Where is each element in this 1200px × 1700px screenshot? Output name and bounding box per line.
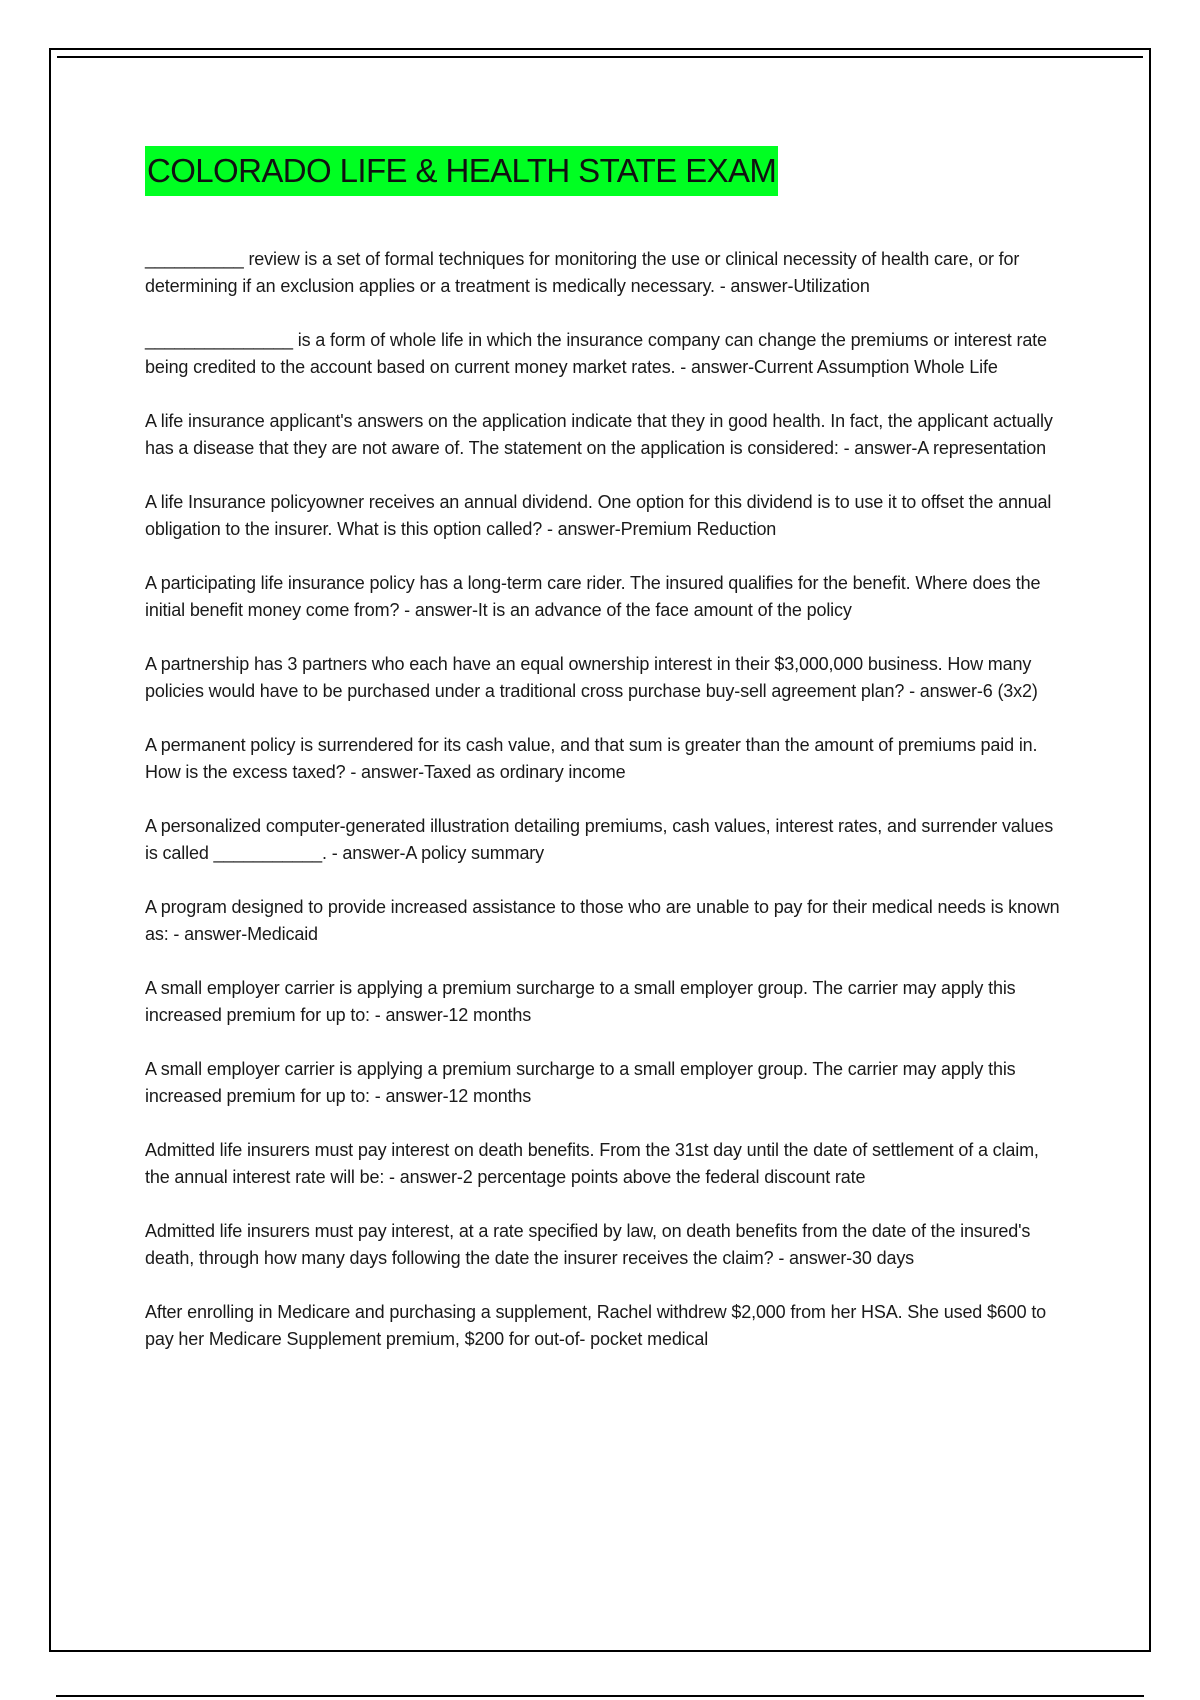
- qa-item: A life insurance applicant's answers on the application indicate that they in good health. In fact, the applicant actually has a disease that they are not aware of. The statement on the application is considered: - answer-A representation: [145, 411, 1053, 458]
- qa-item: Admitted life insurers must pay interest, at a rate specified by law, on death benefits from the date of the insured's death, through how many days following the date the insurer receives the claim? - answer-30 days: [145, 1221, 1031, 1268]
- top-rule: [57, 56, 1143, 58]
- qa-item: A life Insurance policyowner receives an annual dividend. One option for this dividend is to use it to offset the annual obligation to the insurer. What is this option called? - answer-Premium Reduction: [145, 492, 1052, 539]
- qa-item: Admitted life insurers must pay interest on death benefits. From the 31st day until the date of settlement of a claim, the annual interest rate will be: - answer-2 percentage points above the federal discount rate: [145, 1140, 1039, 1187]
- qa-item: A program designed to provide increased assistance to those who are unable to pay for their medical needs is known as: - answer-Medicaid: [145, 897, 1060, 944]
- qa-item: A permanent policy is surrendered for its cash value, and that sum is greater than the amount of premiums paid in. How is the excess taxed? - answer-Taxed as ordinary income: [145, 735, 1038, 782]
- qa-item: A participating life insurance policy has a long-term care rider. The insured qualifies for the benefit. Where does the initial benefit money come from? - answer-It is an advance of the face amount of the policy: [145, 573, 1041, 620]
- bottom-rule: [56, 1695, 1144, 1697]
- qa-item: __________ review is a set of formal techniques for monitoring the use or clinical necessity of health care, or for determining if an exclusion applies or a treatment is medically necessary. - answer-Utilization: [145, 249, 1020, 296]
- document-content: [145, 146, 1060, 1380]
- qa-item: After enrolling in Medicare and purchasing a supplement, Rachel withdrew $2,000 from her HSA. She used $600 to pay her Medicare Supplement premium, $200 for out-of- pocket medical: [145, 1302, 1047, 1349]
- qa-item: A personalized computer-generated illustration detailing premiums, cash values, interest rates, and surrender values is called ___________. - answer-A policy summary: [145, 816, 1054, 863]
- document-title: COLORADO LIFE & HEALTH STATE EXAM: [145, 146, 778, 196]
- qa-list: [145, 246, 1060, 1353]
- qa-item: A small employer carrier is applying a premium surcharge to a small employer group. The carrier may apply this increased premium for up to: - answer-12 months: [145, 978, 1016, 1025]
- qa-item: A partnership has 3 partners who each have an equal ownership interest in their $3,000,000 business. How many policies would have to be purchased under a traditional cross purchase buy-sell agreement plan? - answer-6 (3x2): [145, 654, 1038, 701]
- qa-item: A small employer carrier is applying a premium surcharge to a small employer group. The carrier may apply this increased premium for up to: - answer-12 months: [145, 1059, 1016, 1106]
- qa-item: _______________ is a form of whole life in which the insurance company can change the premiums or interest rate being credited to the account based on current money market rates. - answer-Current Assumption Whole Life: [145, 330, 1047, 377]
